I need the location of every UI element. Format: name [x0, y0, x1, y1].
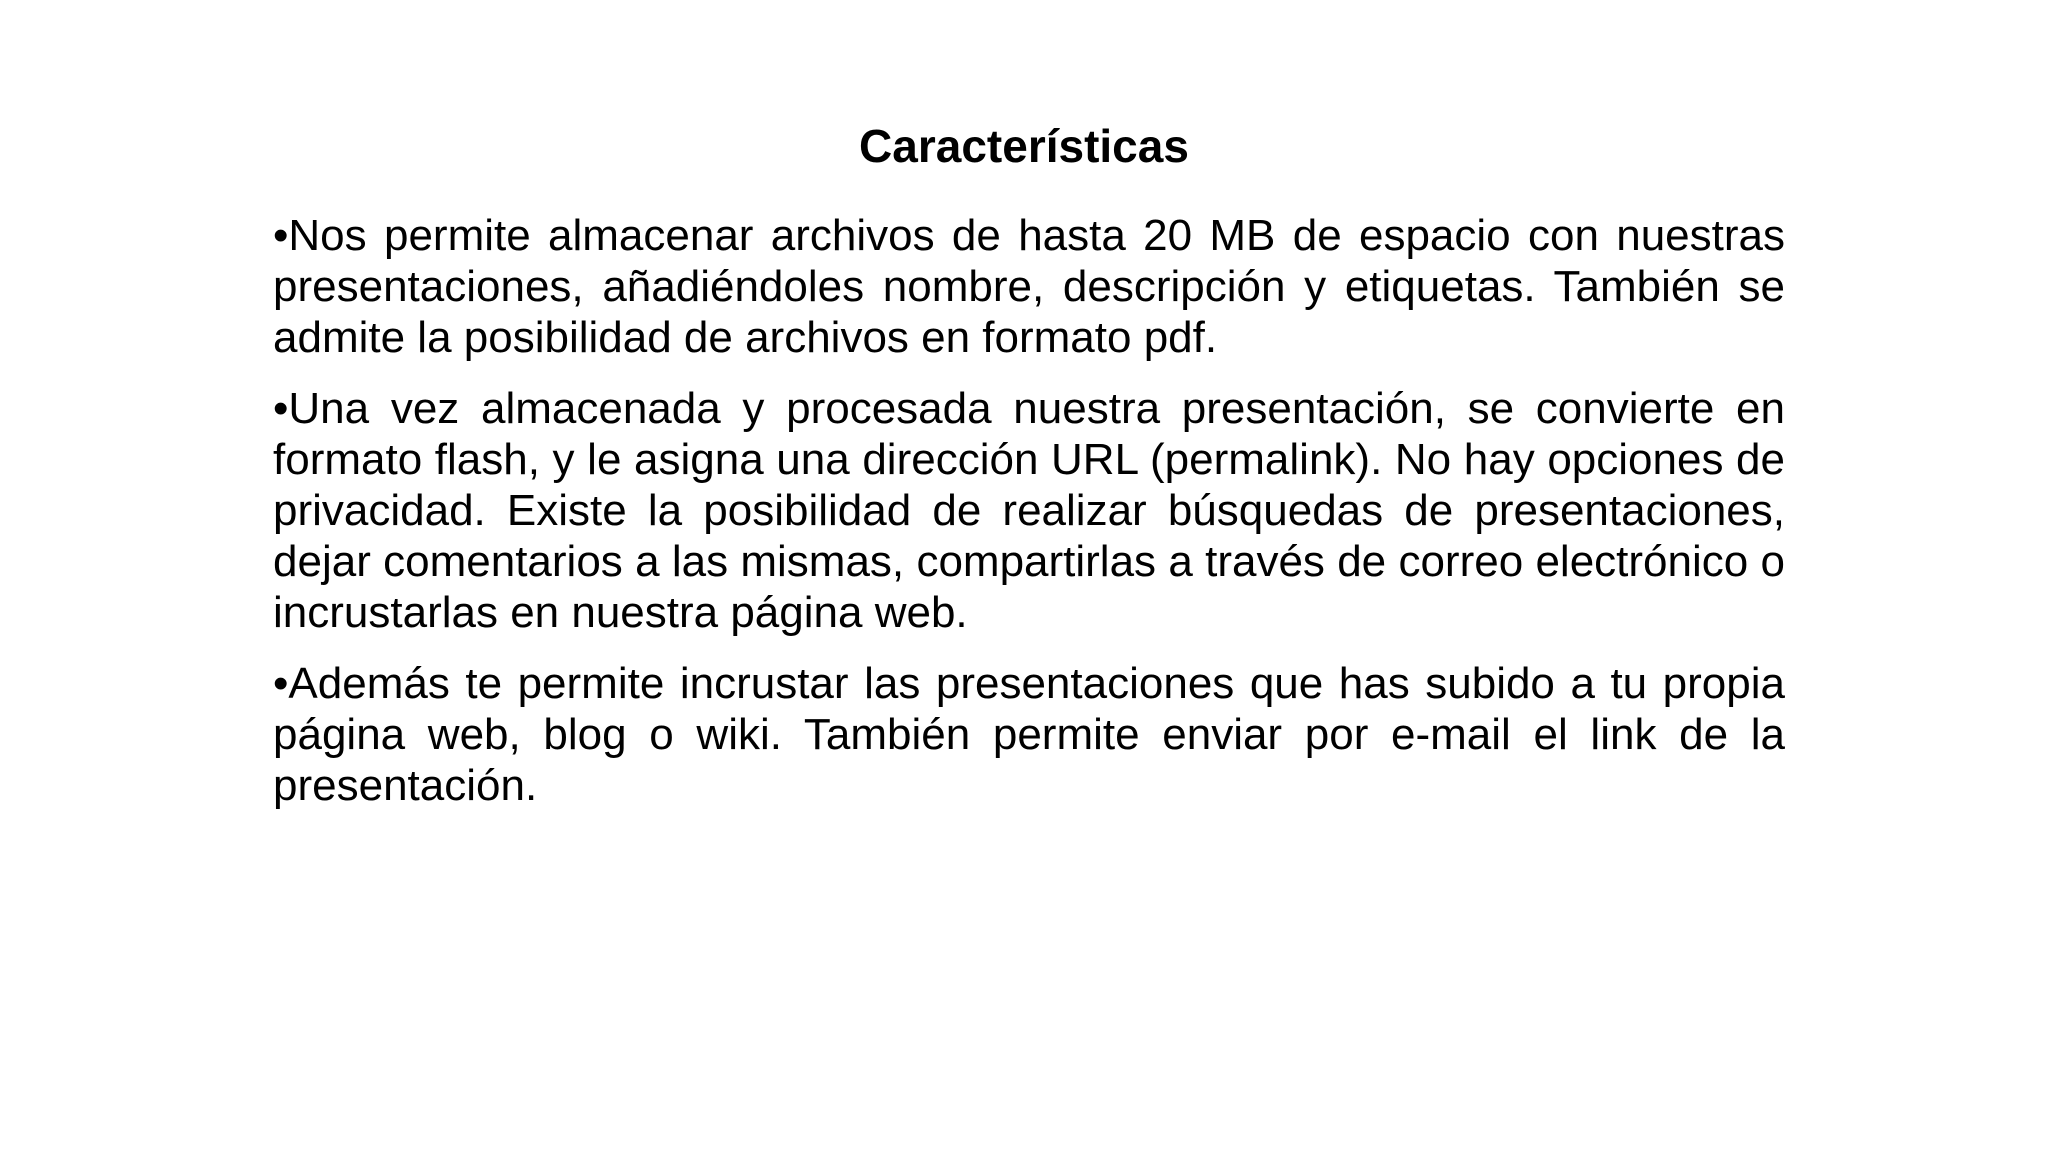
bullet-paragraph: •Nos permite almacenar archivos de hasta 20 MB de espacio con nuestras presentaciones, añadiéndoles nombre, descripción y etiquetas. También se admite la posibilidad de archivos en formato pdf.	[273, 211, 1785, 362]
slide-body	[273, 210, 1785, 831]
bullet-paragraph: •Una vez almacenada y procesada nuestra presentación, se convierte en formato flash, y le asigna una dirección URL (permalink). No hay opciones de privacidad. Existe la posibilidad de realizar búsquedas de presentaciones, dejar comentarios a las mismas, compartirlas a través de correo electrónico o incrustarlas en nuestra página web.	[273, 384, 1785, 637]
bullet-paragraph: •Además te permite incrustar las presentaciones que has subido a tu propia página web, blog o wiki. También permite enviar por e-mail el link de la presentación.	[273, 659, 1785, 810]
slide-title: Características	[859, 120, 1189, 172]
